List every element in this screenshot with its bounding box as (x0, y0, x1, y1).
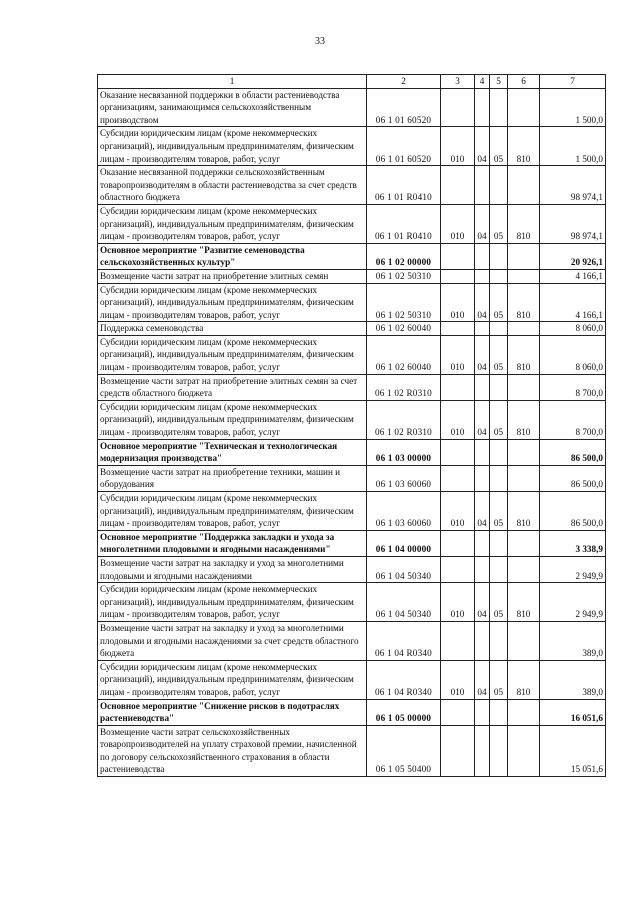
row-code-cell: 06 1 04 R0340 (367, 660, 441, 699)
row-col6-cell: 810 (508, 335, 540, 374)
row-col3-cell: 010 (441, 127, 475, 166)
table-row (98, 374, 606, 400)
row-code-cell: 06 1 02 50310 (367, 269, 441, 283)
row-name-cell: Основное мероприятие "Снижение рисков в подотраслях растениеводства" (98, 699, 367, 725)
row-col4-cell (475, 88, 490, 127)
row-value-cell: 2 949,9 (540, 556, 606, 582)
row-col6-cell (508, 322, 540, 336)
row-code-cell: 06 1 02 R0310 (367, 400, 441, 439)
row-value-cell: 15 051,6 (540, 725, 606, 776)
row-col3-cell (441, 269, 475, 283)
row-name-cell: Возмещение части затрат на приобретение элитных семян (98, 269, 367, 283)
row-col6-cell (508, 556, 540, 582)
table-row (98, 269, 606, 283)
table-row (98, 127, 606, 166)
row-value-cell: 4 166,1 (540, 269, 606, 283)
row-col4-cell: 04 (475, 335, 490, 374)
row-name-cell: Возмещение части затрат на закладку и уход за многолетними плодовыми и ягодными насаждениями (98, 556, 367, 582)
row-col5-cell (490, 699, 508, 725)
row-value-cell: 20 926,1 (540, 243, 606, 269)
row-code-cell: 06 1 05 00000 (367, 699, 441, 725)
table-row (98, 725, 606, 776)
row-col3-cell (441, 530, 475, 556)
row-col6-cell: 810 (508, 127, 540, 166)
row-value-cell: 2 949,9 (540, 583, 606, 622)
row-code-cell: 06 1 02 R0310 (367, 374, 441, 400)
row-col4-cell (475, 374, 490, 400)
row-value-cell: 8 060,0 (540, 322, 606, 336)
row-col5-cell (490, 530, 508, 556)
row-col3-cell: 010 (441, 400, 475, 439)
row-col5-cell (490, 621, 508, 660)
row-code-cell: 06 1 01 60520 (367, 88, 441, 127)
row-col3-cell: 010 (441, 492, 475, 531)
row-code-cell: 06 1 01 60520 (367, 127, 441, 166)
row-name-cell: Возмещение части затрат на приобретение элитных семян за счет средств областного бюджета (98, 374, 367, 400)
row-col5-cell: 05 (490, 283, 508, 322)
table-row (98, 166, 606, 205)
table-row (98, 283, 606, 322)
row-col5-cell (490, 465, 508, 491)
section-row (98, 243, 606, 269)
budget-table (97, 74, 606, 777)
table-row (98, 465, 606, 491)
row-col5-cell (490, 243, 508, 269)
row-name-cell: Субсидии юридическим лицам (кроме некоммерческих организаций), индивидуальным предпринимателям, физическим лицам - производителям товаров, работ, услуг (98, 492, 367, 531)
row-col6-cell (508, 166, 540, 205)
row-col5-cell (490, 439, 508, 465)
column-header: 5 (490, 75, 508, 89)
row-col6-cell: 810 (508, 283, 540, 322)
row-name-cell: Субсидии юридическим лицам (кроме некоммерческих организаций), индивидуальным предпринимателям, физическим лицам - производителям товаров, работ, услуг (98, 283, 367, 322)
row-col4-cell (475, 556, 490, 582)
row-col3-cell: 010 (441, 283, 475, 322)
section-row (98, 439, 606, 465)
row-col5-cell: 05 (490, 492, 508, 531)
row-col5-cell: 05 (490, 660, 508, 699)
column-header: 4 (475, 75, 490, 89)
table-row (98, 621, 606, 660)
row-name-cell: Возмещение части затрат сельскохозяйственных товаропроизводителей на уплату страховой премии, начисленной по договору сельскохозяйственного страхования в области растениеводства (98, 725, 367, 776)
row-col5-cell (490, 725, 508, 776)
row-col3-cell: 010 (441, 204, 475, 243)
row-col5-cell: 05 (490, 335, 508, 374)
row-col6-cell (508, 465, 540, 491)
page-number: 33 (315, 36, 325, 47)
row-col6-cell (508, 243, 540, 269)
row-col6-cell: 810 (508, 583, 540, 622)
row-code-cell: 06 1 04 50340 (367, 556, 441, 582)
row-col5-cell (490, 322, 508, 336)
row-col3-cell (441, 699, 475, 725)
row-col5-cell: 05 (490, 400, 508, 439)
column-header: 1 (98, 75, 367, 89)
row-code-cell: 06 1 05 50400 (367, 725, 441, 776)
row-name-cell: Субсидии юридическим лицам (кроме некоммерческих организаций), индивидуальным предпринимателям, физическим лицам - производителям товаров, работ, услуг (98, 583, 367, 622)
row-value-cell: 86 500,0 (540, 439, 606, 465)
row-name-cell: Субсидии юридическим лицам (кроме некоммерческих организаций), индивидуальным предпринимателям, физическим лицам - производителям товаров, работ, услуг (98, 400, 367, 439)
row-col6-cell (508, 530, 540, 556)
row-col6-cell (508, 88, 540, 127)
row-value-cell: 98 974,1 (540, 204, 606, 243)
row-col3-cell (441, 88, 475, 127)
row-code-cell: 06 1 04 R0340 (367, 621, 441, 660)
row-col6-cell: 810 (508, 660, 540, 699)
row-value-cell: 3 338,9 (540, 530, 606, 556)
row-name-cell: Субсидии юридическим лицам (кроме некоммерческих организаций), индивидуальным предпринимателям, физическим лицам - производителям товаров, работ, услуг (98, 660, 367, 699)
row-code-cell: 06 1 02 60040 (367, 335, 441, 374)
row-value-cell: 8 700,0 (540, 374, 606, 400)
row-col4-cell (475, 166, 490, 205)
row-code-cell: 06 1 02 00000 (367, 243, 441, 269)
row-name-cell: Основное мероприятие "Техническая и технологическая модернизация производства" (98, 439, 367, 465)
row-col3-cell: 010 (441, 583, 475, 622)
row-name-cell: Субсидии юридическим лицам (кроме некоммерческих организаций), индивидуальным предпринимателям, физическим лицам - производителям товаров, работ, услуг (98, 335, 367, 374)
table-row (98, 335, 606, 374)
row-value-cell: 16 051,6 (540, 699, 606, 725)
row-col4-cell (475, 322, 490, 336)
row-col6-cell (508, 439, 540, 465)
row-col6-cell: 810 (508, 492, 540, 531)
table-row (98, 660, 606, 699)
row-col6-cell: 810 (508, 400, 540, 439)
row-value-cell: 4 166,1 (540, 283, 606, 322)
row-col5-cell: 05 (490, 583, 508, 622)
table-row (98, 556, 606, 582)
row-name-cell: Субсидии юридическим лицам (кроме некоммерческих организаций), индивидуальным предпринимателям, физическим лицам - производителям товаров, работ, услуг (98, 127, 367, 166)
row-name-cell: Основное мероприятие "Развитие семеноводства сельскохозяйственных культур" (98, 243, 367, 269)
section-row (98, 699, 606, 725)
row-col3-cell (441, 556, 475, 582)
row-col4-cell (475, 725, 490, 776)
row-col6-cell (508, 621, 540, 660)
row-col5-cell (490, 374, 508, 400)
row-col5-cell (490, 269, 508, 283)
row-name-cell: Возмещение части затрат на закладку и уход за многолетними плодовыми и ягодными насаждениями за счет средств областного бюджета (98, 621, 367, 660)
row-name-cell: Поддержка семеноводства (98, 322, 367, 336)
row-value-cell: 389,0 (540, 660, 606, 699)
row-col6-cell (508, 725, 540, 776)
row-col4-cell: 04 (475, 204, 490, 243)
row-col4-cell (475, 621, 490, 660)
row-col4-cell (475, 699, 490, 725)
row-col6-cell (508, 374, 540, 400)
row-col3-cell (441, 725, 475, 776)
table-row (98, 492, 606, 531)
row-col5-cell: 05 (490, 204, 508, 243)
column-header: 2 (367, 75, 441, 89)
row-code-cell: 06 1 02 50310 (367, 283, 441, 322)
table-row (98, 400, 606, 439)
row-col4-cell: 04 (475, 283, 490, 322)
row-col3-cell (441, 374, 475, 400)
row-value-cell: 389,0 (540, 621, 606, 660)
column-header: 6 (508, 75, 540, 89)
row-col4-cell: 04 (475, 660, 490, 699)
row-value-cell: 8 700,0 (540, 400, 606, 439)
row-col4-cell: 04 (475, 127, 490, 166)
row-col4-cell (475, 439, 490, 465)
row-col5-cell (490, 556, 508, 582)
row-col3-cell (441, 621, 475, 660)
row-col3-cell (441, 243, 475, 269)
row-col6-cell (508, 269, 540, 283)
row-col3-cell: 010 (441, 335, 475, 374)
row-col6-cell: 810 (508, 204, 540, 243)
table-row (98, 204, 606, 243)
row-name-cell: Основное мероприятие "Поддержка закладки и ухода за многолетними плодовыми и ягодными насаждениями" (98, 530, 367, 556)
section-row (98, 530, 606, 556)
row-col4-cell (475, 530, 490, 556)
row-value-cell: 8 060,0 (540, 335, 606, 374)
table-row (98, 88, 606, 127)
row-col3-cell (441, 465, 475, 491)
row-col3-cell (441, 166, 475, 205)
column-header: 7 (540, 75, 606, 89)
row-value-cell: 86 500,0 (540, 465, 606, 491)
row-col3-cell: 010 (441, 660, 475, 699)
row-value-cell: 98 974,1 (540, 166, 606, 205)
row-value-cell: 1 500,0 (540, 127, 606, 166)
row-col5-cell: 05 (490, 127, 508, 166)
row-code-cell: 06 1 03 60060 (367, 492, 441, 531)
row-name-cell: Оказание несвязанной поддержки сельскохозяйственным товаропроизводителям в области растениеводства за счет средств областного бюджета (98, 166, 367, 205)
row-col4-cell (475, 243, 490, 269)
column-header: 3 (441, 75, 475, 89)
row-code-cell: 06 1 03 60060 (367, 465, 441, 491)
row-value-cell: 86 500,0 (540, 492, 606, 531)
row-col4-cell: 04 (475, 583, 490, 622)
row-col4-cell: 04 (475, 492, 490, 531)
row-col3-cell (441, 322, 475, 336)
row-col4-cell: 04 (475, 400, 490, 439)
row-name-cell: Оказание несвязанной поддержки в области растениеводства организациям, занимающимся сельскохозяйственным производством (98, 88, 367, 127)
table-row (98, 322, 606, 336)
row-col5-cell (490, 88, 508, 127)
row-col4-cell (475, 465, 490, 491)
row-name-cell: Возмещение части затрат на приобретение техники, машин и оборудования (98, 465, 367, 491)
row-code-cell: 06 1 01 R0410 (367, 204, 441, 243)
row-name-cell: Субсидии юридическим лицам (кроме некоммерческих организаций), индивидуальным предпринимателям, физическим лицам - производителям товаров, работ, услуг (98, 204, 367, 243)
row-code-cell: 06 1 04 00000 (367, 530, 441, 556)
row-col3-cell (441, 439, 475, 465)
row-code-cell: 06 1 01 R0410 (367, 166, 441, 205)
row-code-cell: 06 1 04 50340 (367, 583, 441, 622)
row-code-cell: 06 1 02 60040 (367, 322, 441, 336)
header-row (98, 75, 606, 89)
row-col4-cell (475, 269, 490, 283)
row-value-cell: 1 500,0 (540, 88, 606, 127)
row-col6-cell (508, 699, 540, 725)
table-row (98, 583, 606, 622)
row-col5-cell (490, 166, 508, 205)
row-code-cell: 06 1 03 00000 (367, 439, 441, 465)
